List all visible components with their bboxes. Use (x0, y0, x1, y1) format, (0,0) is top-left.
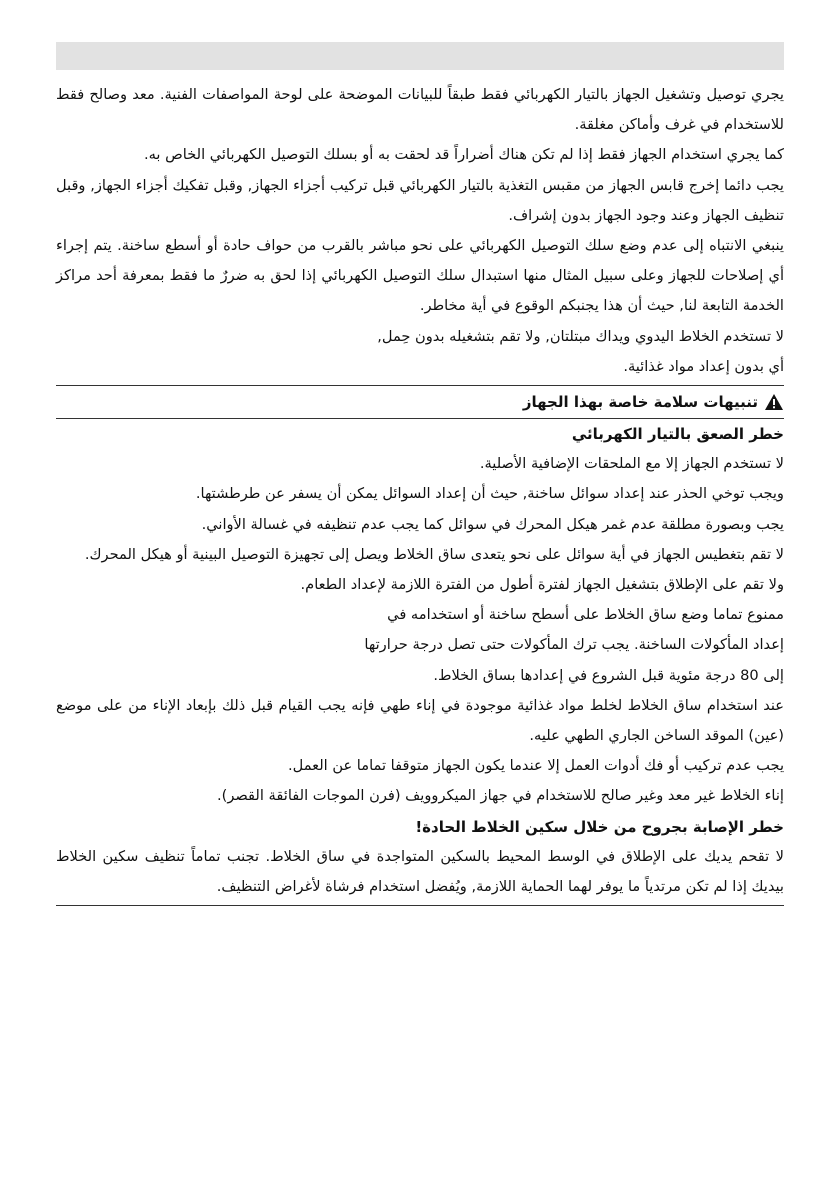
intro-paragraph: ينبغي الانتباه إلى عدم وضع سلك التوصيل الكهربائي على نحو مباشر بالقرب من حواف حادة أو أسطع ساخنة. يتم إجراء أي إصلاحات للجهاز وعلى سبيل المثال منها استبدال سلك التوصيل الكهربائي إذا لحق به ضررٌ ما فقط بمعرفة أحد مراكز الخدمة التابعة لنا, حيث أن هذا يجنبكم الوقوع في أية مخاطر. (56, 237, 784, 315)
blade-injury-block (56, 812, 784, 903)
intro-paragraph: أي بدون إعداد مواد غذائية. (623, 357, 784, 375)
bottom-divider (56, 905, 784, 906)
electric-shock-heading: خطر الصعق بالتيار الكهربائي (571, 425, 784, 444)
manual-page (56, 42, 784, 906)
intro-block (56, 80, 784, 382)
blade-injury-heading: خطر الإصابة بجروح من خلال سكين الخلاط الحادة! (415, 817, 784, 836)
intro-paragraph: كما يجري استخدام الجهاز فقط إذا لم تكن هناك أضراراً قد لحقت به أو بسلك التوصيل الكهربائي الخاص به. (143, 146, 784, 164)
electric-shock-paragraph: لا تستخدم الجهاز إلا مع الملحقات الإضافية الأصلية. (479, 455, 784, 473)
electric-shock-paragraph: إلى 80 درجة مئوية قبل الشروع في إعدادها بساق الخلاط. (433, 666, 784, 684)
electric-shock-paragraph: يجب عدم تركيب أو فك أدوات العمل إلا عندما يكون الجهاز متوقفا تماما عن العمل. (288, 757, 784, 775)
electric-shock-block (56, 419, 784, 812)
electric-shock-paragraph: يجب وبصورة مطلقة عدم غمر هيكل المحرك في سوائل كما يجب عدم تنظيفه في غسالة الأواني. (201, 515, 784, 533)
electric-shock-paragraph: إعداد المأكولات الساخنة. يجب ترك المأكولات حتى تصل درجة حرارتها (364, 636, 784, 654)
electric-shock-paragraph: ويجب توخي الحذر عند إعداد سوائل ساخنة, حيث أن إعداد السوائل يمكن أن يسفر عن طرطشتها. (195, 485, 784, 503)
intro-paragraph: يجري توصيل وتشغيل الجهاز بالتيار الكهربائي فقط طبقاً للبيانات الموضحة على لوحة المواصفات الفنية. معد وصالح فقط للاستخدام في غرف وأماكن مغلقة. (56, 86, 784, 134)
safety-section-title: تنبيهات سلامة خاصة بهذا الجهاز (522, 393, 758, 412)
blade-injury-paragraph: لا تقحم يديك على الإطلاق في الوسط المحيط بالسكين المتواجدة في ساق الخلاط. تجنب تماماً تنظيف سكين الخلاط بيديك إذا لم تكن مرتدياً ما يوفر لهما الحماية اللازمة, ويُفضل استخدام فرشاة لأغراض التنظيف. (56, 847, 784, 896)
header-bar (56, 42, 784, 70)
intro-paragraph: لا تستخدم الخلاط اليدوي ويداك مبتلتان, ولا تقم بتشغيله بدون حِمل, (377, 327, 784, 345)
safety-section-heading (56, 386, 784, 418)
electric-shock-paragraph: ولا تقم على الإطلاق بتشغيل الجهاز لفترة أطول من الفترة اللازمة لإعداد الطعام. (300, 576, 784, 594)
electric-shock-paragraph: إناء الخلاط غير معد وغير صالح للاستخدام في جهاز الميكروويف (فرن الموجات الفائقة القصر). (216, 787, 784, 805)
warning-triangle-icon (764, 393, 784, 411)
electric-shock-paragraph: ممنوع تماما وضع ساق الخلاط على أسطح ساخنة أو استخدامه في (387, 606, 784, 624)
electric-shock-paragraph: لا تقم بتغطيس الجهاز في أية سوائل على نحو يتعدى ساق الخلاط ويصل إلى تجهيزة التوصيل البينية أو هيكل المحرك. (84, 545, 784, 563)
intro-paragraph: يجب دائما إخرج قابس الجهاز من مقبس التغذية بالتيار الكهربائي قبل تركيب أجزاء الجهاز, وقبل تفكيك أجزاء الجهاز, وقبل تنظيف الجهاز وعند وجود الجهاز بدون إشراف. (56, 176, 784, 224)
electric-shock-paragraph: عند استخدام ساق الخلاط لخلط مواد غذائية موجودة في إناء طهي فإنه يجب القيام قبل ذلك بإبعاد الإناء من على موضع (عين) الموقد الساخن الجاري الطهي عليه. (56, 696, 784, 745)
